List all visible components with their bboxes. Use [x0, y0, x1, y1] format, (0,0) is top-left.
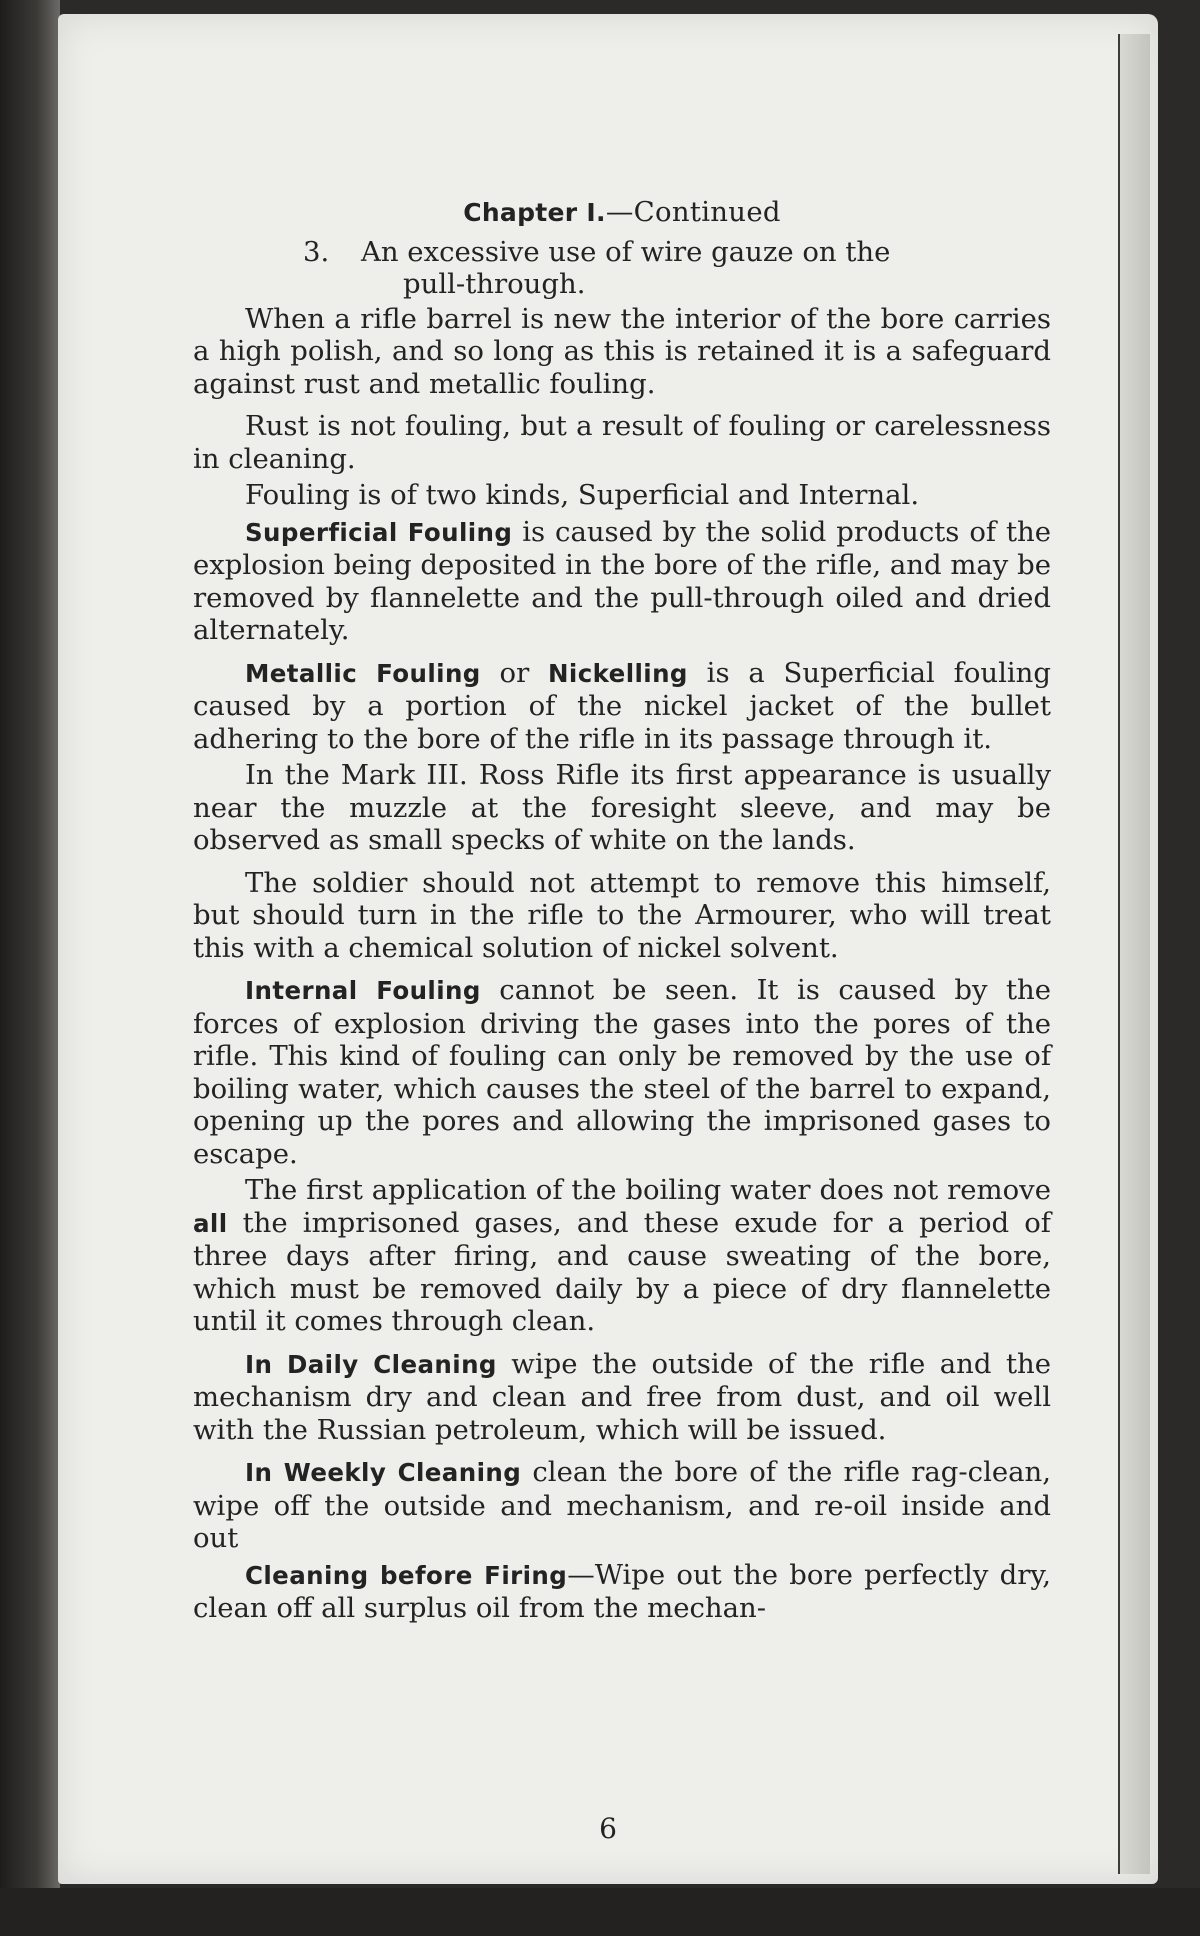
book-page: [58, 14, 1158, 1884]
chapter-heading: [193, 196, 1051, 230]
chapter-continued: —Continued: [605, 196, 781, 228]
paragraph-boiling-water: [193, 1174, 1051, 1338]
paragraph-metallic-fouling: [193, 657, 1051, 756]
paragraph-internal-fouling: [193, 974, 1051, 1170]
paragraph-rust: Rust is not fouling, but a result of fouling or carelessness in cleaning.: [193, 410, 1051, 475]
paragraph-body: The first application of the boiling water does not remove: [245, 1174, 1051, 1206]
paragraph-connector: or: [480, 656, 549, 689]
run-in-heading: Cleaning before Firing: [245, 1560, 568, 1590]
paragraph-body: is caused by the solid products of the explosion being deposited in the bore of the rifle, and may be removed by flannelette and the pull-through oiled and dried alternately.: [193, 515, 1051, 646]
paragraph-superficial-fouling: [193, 516, 1051, 647]
item-line-1: An excessive use of wire gauze on the: [361, 235, 891, 268]
paragraph-body: —Wipe out the bore perfectly dry, clean off all surplus oil from the mechan-: [193, 1558, 1051, 1624]
run-in-heading: Superficial Fouling: [245, 517, 513, 547]
paragraph-body: clean the bore of the rifle rag-clean, wipe off the outside and mechanism, and re-oil inside and out: [193, 1456, 1051, 1554]
chapter-label: Chapter I.: [463, 198, 606, 227]
paragraph-armourer: The soldier should not attempt to remove this himself, but should turn in the rifle to the Armourer, who will treat this with a chemical solution of nickel solvent.: [193, 866, 1051, 964]
paragraph-body: cannot be seen. It is caused by the forces of explosion driving the gases into the pores of the rifle. This kind of fouling can only be removed by the use of boiling water, which causes the steel of the barrel to expand, opening up the pores and allowing the imprisoned gases to escape.: [193, 974, 1052, 1170]
page-text: [193, 196, 1051, 1629]
page-number: 6: [599, 1812, 617, 1845]
paragraph-body: is a Superficial fouling caused by a portion of the nickel jacket of the bullet adhering to the bore of the rifle in its passage through it.: [193, 656, 1051, 755]
item-line-2: pull-through.: [403, 268, 586, 300]
run-in-heading: In Daily Cleaning: [245, 1349, 497, 1379]
numbered-item-3: [193, 236, 1051, 301]
scan-background-left: [0, 0, 60, 1936]
item-number: 3.: [303, 235, 330, 268]
paragraph-body: the imprisoned gases, and these exude for a period of three days after firing, and cause sweating of the bore, which must be removed daily by a piece of dry flannelette until it comes through clean.: [193, 1206, 1051, 1337]
emphasis-all: all: [193, 1208, 228, 1238]
paragraph-fouling-kinds: Fouling is of two kinds, Superficial and Internal.: [245, 479, 920, 511]
paragraph-new-barrel: When a rifle barrel is new the interior of the bore carries a high polish, and so long as this is retained it is a safeguard against rust and metallic fouling.: [193, 302, 1051, 400]
paragraph-cleaning-before-firing: [193, 1559, 1051, 1625]
page-edge: [1118, 34, 1150, 1874]
paragraph-body: wipe the outside of the rifle and the mechanism dry and clean and free from dust, and oil well with the Russian petroleum, which will be issued.: [193, 1347, 1051, 1446]
paragraph-weekly-cleaning: [193, 1456, 1051, 1555]
run-in-heading: Internal Fouling: [245, 976, 481, 1005]
run-in-heading: In Weekly Cleaning: [245, 1458, 522, 1487]
paragraph-daily-cleaning: [193, 1348, 1051, 1447]
paragraph-ross-rifle: In the Mark III. Ross Rifle its first appearance is usually near the muzzle at the foresight sleeve, and may be observed as small specks of white on the lands.: [193, 759, 1051, 856]
run-in-heading: Nickelling: [548, 658, 688, 688]
run-in-heading: Metallic Fouling: [245, 658, 481, 688]
scan-background-bottom: [0, 1888, 1200, 1936]
